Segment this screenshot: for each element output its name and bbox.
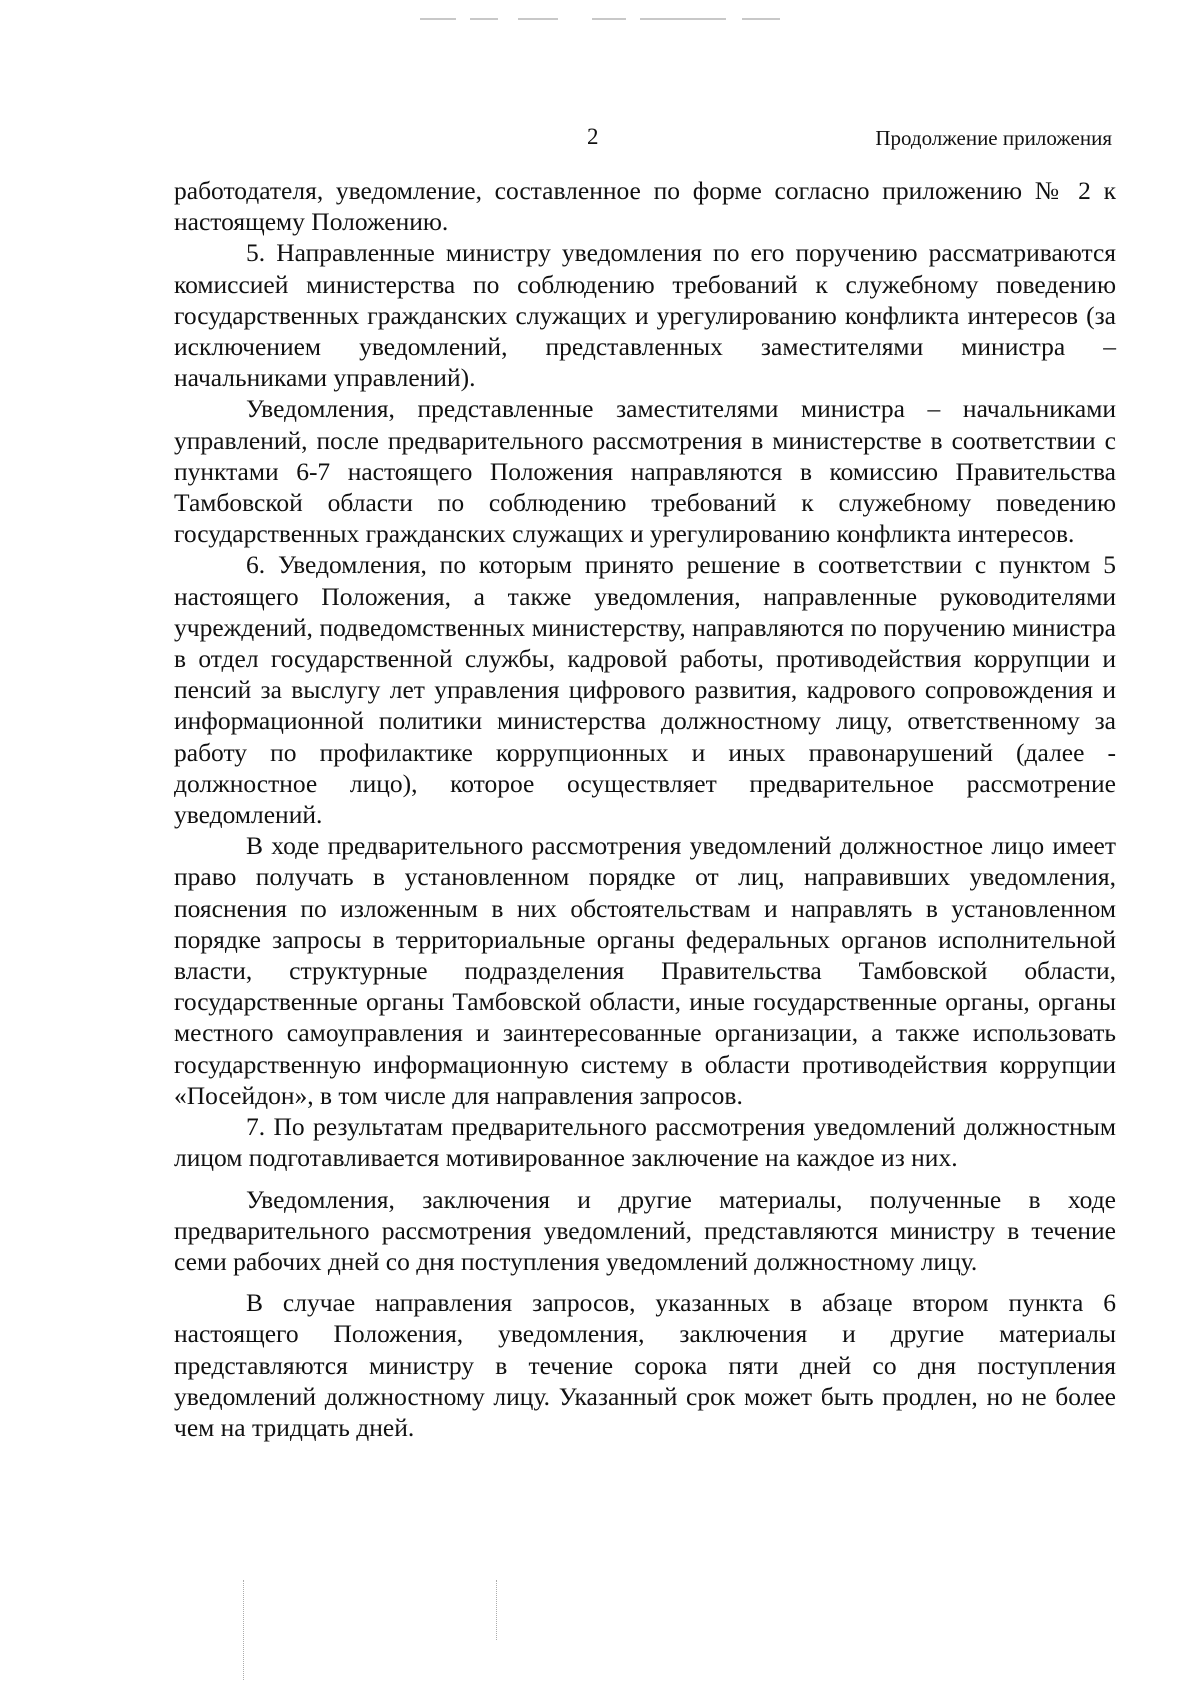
paragraph-continued: работодателя, уведомление, составленное по форме согласно приложению № 2 к настоящему Положению.	[174, 176, 1116, 237]
paragraph-item-6: 6. Уведомления, по которым принято решение в соответствии с пунктом 5 настоящего Положения, а также уведомления, направленные руководителями учреждений, подведомственных министерству, направляются по поручению министра в отдел государственной службы, кадровой работы, противодействия коррупции и пенсий за выслугу лет управления цифрового развития, кадрового сопровождения и информационной политики министерства должностному лицу, ответственному за работу по профилактике коррупционных и иных правонарушений (далее - должностное лицо), которое осуществляет предварительное рассмотрение уведомлений.	[174, 550, 1116, 830]
scan-artifact-top	[592, 18, 626, 20]
scan-artifact-line	[243, 1580, 244, 1680]
scan-artifact-top	[518, 18, 558, 20]
document-body	[174, 175, 1116, 1443]
paragraph-item-5: 5. Направленные министру уведомления по его поручению рассматриваются комиссией министерства по соблюдению требований к служебному поведению государственных гражданских служащих и урегулированию конфликта интересов (за исключением уведомлений, представленных заместителями министра – начальниками управлений).	[174, 238, 1116, 393]
paragraph-item-5-deputies: Уведомления, представленные заместителями министра – начальниками управлений, после предварительного рассмотрения в министерстве в соответствии с пунктами 6-7 настоящего Положения направляются в комиссию Правительства Тамбовской области по соблюдению требований к служебному поведению государственных гражданских служащих и урегулированию конфликта интересов.	[174, 394, 1116, 549]
scan-artifact-top	[420, 18, 456, 20]
page-number: 2	[587, 124, 599, 149]
paragraph-item-7: 7. По результатам предварительного рассмотрения уведомлений должностным лицом подготавливается мотивированное заключение на каждое из них.	[174, 1112, 1116, 1173]
paragraph-item-7-deadline: Уведомления, заключения и другие материалы, полученные в ходе предварительного рассмотрения уведомлений, представляются министру в течение семи рабочих дней со дня поступления уведомлений должностному лицу.	[174, 1184, 1116, 1276]
scan-artifact-line	[496, 1580, 497, 1640]
scan-artifact-top	[470, 18, 498, 20]
scan-artifact-top	[742, 18, 780, 20]
continuation-header: Продолжение приложения	[875, 126, 1112, 150]
paragraph-item-7-extension: В случае направления запросов, указанных в абзаце втором пункта 6 настоящего Положения, уведомления, заключения и другие материалы представляются министру в течение сорока пяти дней со дня поступления уведомлений должностному лицу. Указанный срок может быть продлен, но не более чем на тридцать дней.	[174, 1288, 1116, 1442]
scan-artifact-top	[640, 18, 726, 20]
paragraph-item-6-rights: В ходе предварительного рассмотрения уведомлений должностное лицо имеет право получать в установленном порядке от лиц, направивших уведомления, пояснения по изложенным в них обстоятельствам и направлять в установленном порядке запросы в территориальные органы федеральных органов исполнительной власти, структурные подразделения Правительства Тамбовской области, государственные органы Тамбовской области, иные государственные органы, органы местного самоуправления и заинтересованные организации, а также использовать государственную информационную систему в области противодействия коррупции «Посейдон», в том числе для направления запросов.	[174, 831, 1116, 1110]
